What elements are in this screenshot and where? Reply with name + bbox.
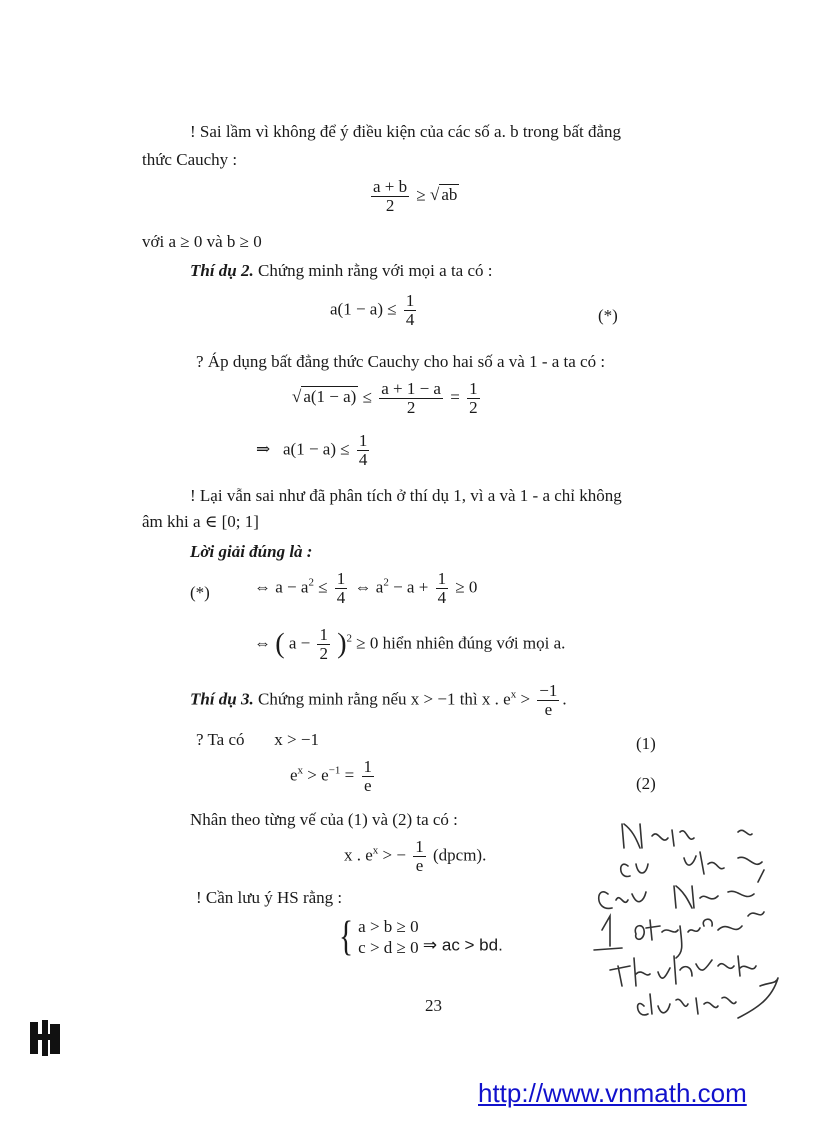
example-2-statement: Chứng minh rằng với mọi a ta có : (258, 261, 493, 280)
example-3-statement: Chứng minh rằng nếu x > −1 thì x . e (258, 689, 511, 709)
cauchy-relation: ≥ (416, 185, 426, 205)
example-2-remark-1: ! Lại vẫn sai như đã phân tích ở thí dụ 1, vì a và 1 - a chỉ không (190, 486, 622, 505)
correct-step-1: ⇔ $a - a^2$ ≤ $\frac{1}{4}$ ⇔ $a^2 - a$ + $\frac{1}{4}$ ≥ 0 (254, 569, 478, 607)
example-2-inequality: a(1 − a) ≤ $\frac{1}{4}$ (330, 291, 415, 329)
example-3-tag-2: (2) (636, 774, 656, 793)
cauchy-denominator: 2 (385, 195, 395, 215)
cauchy-root: √ ab (429, 185, 458, 205)
example-3-result: x . $e^x$ > − $\frac{1}{e}$ (dpcm). (344, 837, 487, 875)
example-3-multiply: Nhân theo từng vế của (1) và (2) ta có : (190, 810, 458, 829)
example-3-heading: Thí dụ 3. Chứng minh rằng nếu x > −1 thì x . $e^x$ > $\frac{-1}{e}$ . (190, 681, 567, 719)
example-2-wrong-intro: ? Áp dụng bất đẳng thức Cauchy cho hai số a và 1 - a ta có : (196, 352, 606, 371)
system-row-2: c > d ≥ 0 (358, 938, 419, 958)
system-conclusion: ⇒ ac > bd. (422, 935, 503, 955)
example-3-line-2: $e^x > e^{-1}$ = $\frac{1}{e}$ (290, 757, 372, 795)
cauchy-numerator: a + b (373, 177, 408, 196)
example-3-system: { a > b ≥ 0 c > d ≥ 0 ⇒ ac > bd. (339, 914, 503, 961)
correct-step-2: ⇔ ( a − $\frac{1}{2}$ )$^2$ ≥ 0 hiển nhiên đúng với mọi a. (254, 625, 566, 663)
example-3-note: ! Cần lưu ý HS rằng : (196, 888, 343, 907)
example-2-label: Thí dụ 2. (190, 261, 254, 280)
cauchy-formula (368, 178, 459, 215)
handwritten-note (588, 808, 788, 1033)
intro-line-1: ! Sai lầm vì không để ý điều kiện của các số a. b trong bất đẳng (190, 122, 622, 141)
website-link[interactable]: http://www.vnmath.com (478, 1078, 747, 1108)
system-row-1: a > b ≥ 0 (358, 917, 419, 936)
example-2-remark-2: âm khi a ∈ [0; 1] (142, 512, 259, 531)
intro-line-2: thức Cauchy : (142, 150, 238, 169)
cauchy-condition: với a ≥ 0 và b ≥ 0 (142, 232, 262, 251)
binding-mark-icon (26, 1018, 66, 1058)
example-3-label: Thí dụ 3. (190, 689, 254, 709)
example-2-wrong-step-1: √ a(1 − a) ≤ $\frac{a + 1 - a}{2}$ = $\frac{1}{2}$ (292, 379, 478, 417)
example-2-tag: (*) (598, 306, 618, 325)
example-3-tag-1: (1) (636, 734, 656, 753)
example-2-heading (190, 261, 492, 281)
correct-tag: (*) (190, 583, 210, 602)
example-3-line-1: ? Ta có x > −1 (196, 730, 319, 749)
example-2-wrong-step-2: ⇒ a(1 − a) ≤ $\frac{1}{4}$ (256, 431, 368, 469)
page-number: 23 (425, 996, 442, 1015)
correct-solution-label: Lời giải đúng là : (190, 542, 313, 561)
